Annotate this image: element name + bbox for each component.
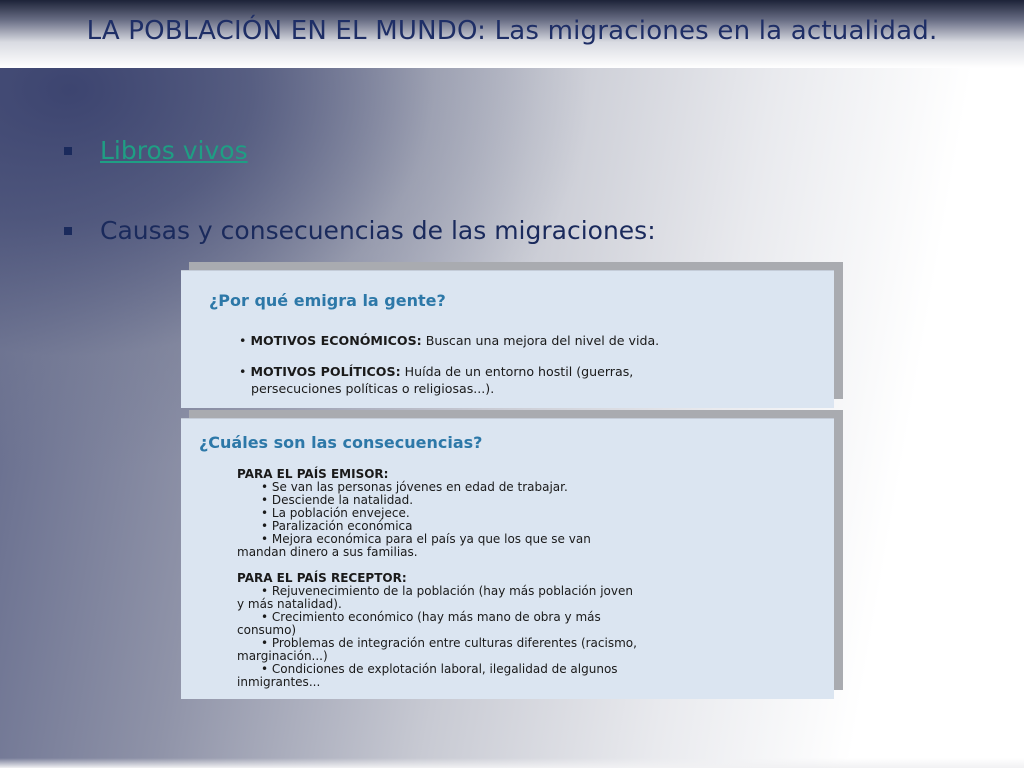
receptor-line: • Condiciones de explotación laboral, ilegalidad de algunos: [261, 662, 618, 676]
square-bullet-icon: [64, 147, 72, 155]
emisor-line: mandan dinero a sus familias.: [237, 545, 418, 559]
receptor-line: • Problemas de integración entre culturas diferentes (racismo,: [261, 636, 637, 650]
receptor-line: inmigrantes...: [237, 675, 321, 689]
receptor-line: • Crecimiento económico (hay más mano de obra y más: [261, 610, 601, 624]
panel-consequences: [181, 418, 834, 699]
panel-causes-item-economic: • MOTIVOS ECONÓMICOS: Buscan una mejora del nivel de vida.: [239, 333, 660, 348]
bullet-libros-vivos: [64, 136, 248, 165]
bottom-edge: [0, 758, 1024, 768]
square-bullet-icon: [64, 227, 72, 235]
receptor-line: marginación...): [237, 649, 328, 663]
receptor-title: PARA EL PAÍS RECEPTOR:: [237, 571, 407, 585]
bullet-causas-text: Causas y consecuencias de las migraciones:: [100, 216, 656, 245]
emisor-line: • Desciende la natalidad.: [261, 493, 414, 507]
panel-causes-item-political-cont: persecuciones políticas o religiosas...).: [251, 381, 495, 396]
emisor-title: PARA EL PAÍS EMISOR:: [237, 467, 389, 481]
panel-causes: [181, 270, 834, 408]
emisor-line: • Mejora económica para el país ya que los que se van: [261, 532, 591, 546]
receptor-line: consumo): [237, 623, 297, 637]
panel-causes-item-political: • MOTIVOS POLÍTICOS: Huída de un entorno hostil (guerras,: [239, 364, 634, 379]
slide-title: LA POBLACIÓN EN EL MUNDO: Las migraciones en la actualidad.: [86, 16, 938, 46]
panel-consequences-heading: ¿Cuáles son las consecuencias?: [199, 433, 483, 452]
bullet-causas: [64, 216, 656, 245]
receptor-line: y más natalidad).: [237, 597, 342, 611]
emisor-line: • La población envejece.: [261, 506, 410, 520]
panel-causes-heading: ¿Por qué emigra la gente?: [209, 291, 446, 310]
receptor-line: • Rejuvenecimiento de la población (hay más población joven: [261, 584, 633, 598]
libros-vivos-link[interactable]: Libros vivos: [100, 136, 248, 165]
emisor-line: • Paralización económica: [261, 519, 413, 533]
emisor-line: • Se van las personas jóvenes en edad de trabajar.: [261, 480, 568, 494]
